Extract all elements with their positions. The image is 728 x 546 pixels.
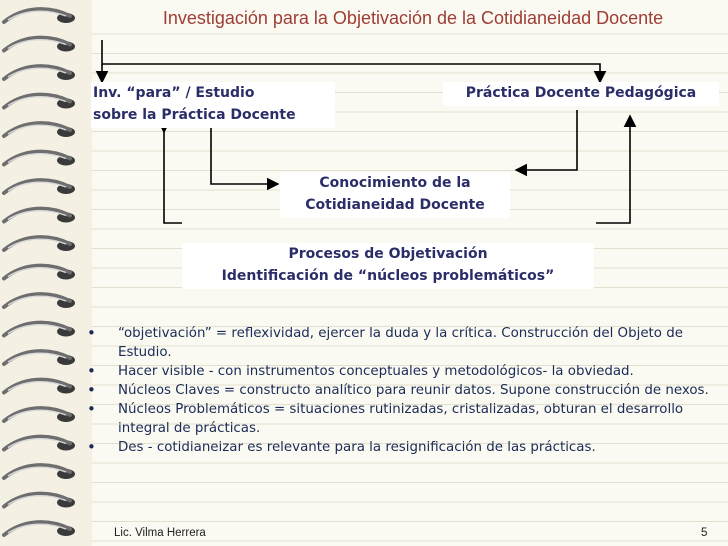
arrow-inv-to-conocimiento bbox=[211, 127, 278, 184]
footer-page-number: 5 bbox=[701, 527, 708, 539]
page-title: Investigación para la Objetivación de la Cotidianeidad Docente bbox=[162, 8, 664, 28]
bullet-item: • Núcleos Claves = constructo analítico para reunir datos. Supone construcción de nexos. bbox=[86, 381, 722, 400]
bullet-list bbox=[86, 324, 722, 457]
bullet-item: • Hacer visible - con instrumentos conceptuales y metodológicos- la obviedad. bbox=[86, 362, 722, 381]
bullet-item: • Des - cotidianeizar es relevante para la resignificación de las prácticas. bbox=[86, 438, 722, 457]
box-practica-label: Práctica Docente Pedagógica bbox=[465, 85, 697, 101]
box-inv-line1: Inv. “para” / Estudio bbox=[93, 85, 255, 101]
box-practica-docente bbox=[443, 82, 719, 106]
box-inv-estudio bbox=[91, 82, 335, 128]
box-procesos bbox=[182, 243, 594, 289]
box-conocimiento-line2: Cotidianeidad Docente bbox=[305, 197, 485, 213]
box-procesos-line1: Procesos de Objetivación bbox=[288, 246, 488, 262]
box-inv-line2: sobre la Práctica Docente bbox=[93, 107, 296, 123]
box-conocimiento bbox=[280, 172, 510, 218]
footer-author: Lic. Vilma Herrera bbox=[114, 527, 206, 539]
arrow-procesos-to-practica bbox=[596, 116, 630, 223]
bullet-item: • “objetivación” = reflexividad, ejercer la duda y la crítica. Construcción del Objeto de Estudio. bbox=[86, 324, 722, 362]
arrow-title-to-inv bbox=[102, 40, 600, 82]
arrow-practica-to-conocimiento bbox=[516, 110, 577, 170]
arrow-procesos-to-inv bbox=[164, 130, 182, 223]
box-procesos-line2: Identificación de “núcleos problemáticos” bbox=[221, 268, 555, 284]
box-conocimiento-line1: Conocimiento de la bbox=[319, 175, 471, 191]
bullet-item: • Núcleos Problemáticos = situaciones rutinizadas, cristalizadas, obturan el desarrollo integral de prácticas. bbox=[86, 400, 722, 438]
